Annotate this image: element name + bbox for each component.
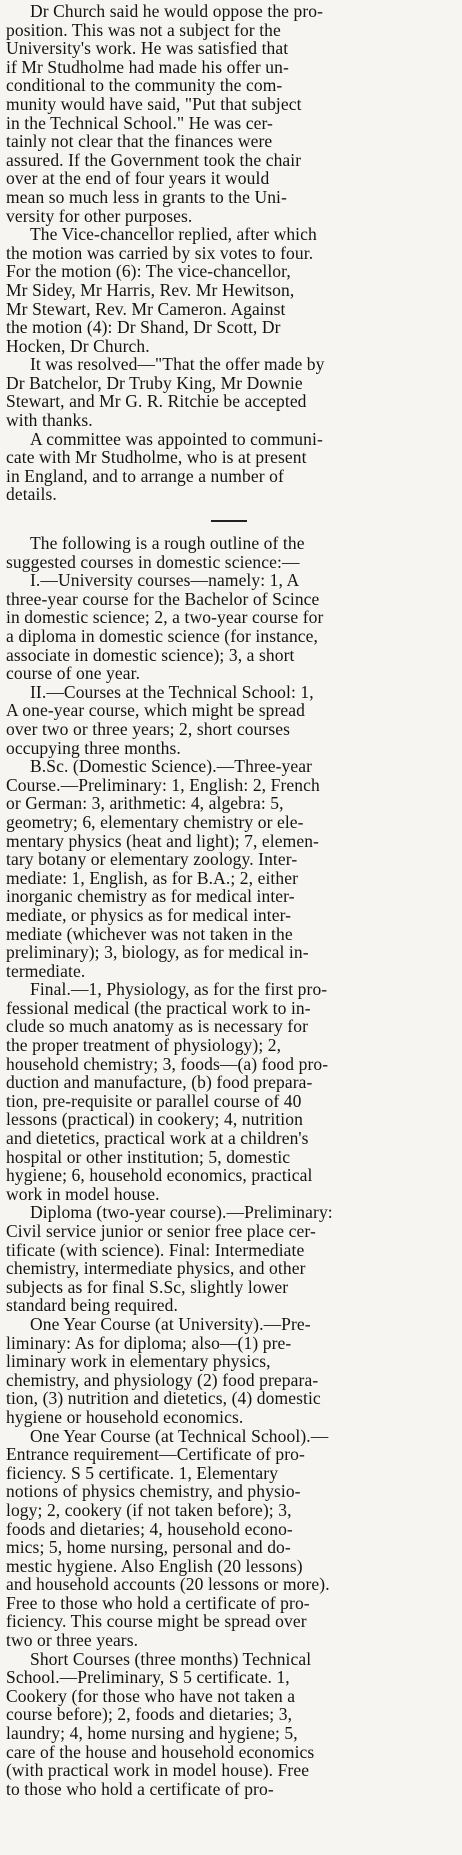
paragraph-outline-intro: The following is a rough outline of the suggested courses in domestic science:—	[6, 533, 305, 572]
paragraph-one-year-university: One Year Course (at University).—Pre- liminary: As for diploma; also—(1) pre- liminary work in elementary physics, chemistry, and physiology (2) food prepara- tion, (3) nutrition and dietetics, (4) domestic hygiene or household economics.	[6, 1313, 321, 1427]
paragraph-resolution: It was resolved—"That the offer made by Dr Batchelor, Dr Truby King, Mr Downie Stewart, and Mr G. R. Ritchie be accepted with thanks.	[6, 354, 325, 431]
paragraph-one-year-technical: One Year Course (at Technical School).— Entrance requirement—Certificate of pro- ficiency. S 5 certificate. 1, Elementary notions of physics chemistry, and physio- logy; 2, cookery (if not taken before); 3, foods and dietaries; 4, household econo- mics; 5, home nursing, personal and do- mestic hygiene. Also English (20 lessons) and household accounts (20 lessons or more). Free to those who hold a certificate of pro- ficiency. This course might be spread over two or three years.	[6, 1425, 330, 1651]
paragraph-technical-courses: II.—Courses at the Technical School: 1, A one-year course, which might be spread over two or three years; 2, short courses occupying three months.	[6, 681, 314, 758]
paragraph-vote-result: The Vice-chancellor replied, after which the motion was carried by six votes to four. For the motion (6): The vice-chancellor, Mr Sidey, Mr Harris, Rev. Mr Hewitson, Mr Stewart, Rev. Mr Cameron. Against the motion (4): Dr Shand, Dr Scott, Dr Hocken, Dr Church.	[6, 224, 317, 356]
section-divider	[6, 510, 452, 530]
paragraph-dr-church: Dr Church said he would oppose the pro- position. This was not a subject for the University's work. He was satisfied that if Mr Studholme had made his offer un- conditional to the community the com- munity would have said, "Put that subject in the Technical School." He was cer- tainly not clear that the finances were assured. If the Government took the chair over at the end of four years it would mean so much less in grants to the Uni- versity for other purposes.	[6, 1, 324, 226]
paragraph-final: Final.—1, Physiology, as for the first pro- fessional medical (the practical work to in- clude so much anatomy as is necessary for the proper treatment of physiology); 2, household chemistry; 3, foods—(a) food pro- duction and manufacture, (b) food prepara- tion, pre-requisite or parallel course of 40 lessons (practical) in cookery; 4, nutrition and dietetics, practical work at a children's hospital or other institution; 5, domestic hygiene; 6, household economics, practical work in model house.	[6, 979, 329, 1204]
paragraph-university-courses: I.—University courses—namely: 1, A three-year course for the Bachelor of Scince in domestic science; 2, a two-year course for a diploma in domestic science (for instance, associate in domestic science); 3, a short course of one year.	[6, 570, 324, 684]
article-section-vote	[6, 2, 452, 504]
paragraph-bsc-course: B.Sc. (Domestic Science).—Three-year Course.—Preliminary: 1, English: 2, French or German: 3, arithmetic: 4, algebra: 5, geometry; 6, elementary chemistry or ele- mentary physics (heat and light); 7, elemen- tary botany or elementary zoology. Inter- mediate: 1, English, as for B.A.; 2, either inorganic chemistry as for medical inter- mediate, or physics as for medical inter- mediate (whichever was not taken in the preliminary); 3, biology, as for medical in- termediate.	[6, 756, 320, 981]
article-section-courses	[6, 534, 452, 1798]
paragraph-diploma: Diploma (two-year course).—Preliminary: Civil service junior or senior free place cer- tificate (with science). Final: Intermediate chemistry, intermediate physics, and other subjects as for final S.Sc, slightly lower standard being required.	[6, 1202, 333, 1316]
paragraph-committee: A committee was appointed to communi- cate with Mr Studholme, who is at present in England, and to arrange a number of details.	[6, 428, 323, 505]
paragraph-short-courses: Short Courses (three months) Technical School.—Preliminary, S 5 certificate. 1, Cookery (for those who have not taken a course before); 2, foods and dietaries; 3, laundry; 4, home nursing and hygiene; 5, care of the house and household economics (with practical work in model house). Free to those who hold a certificate of pro-	[6, 1648, 315, 1799]
